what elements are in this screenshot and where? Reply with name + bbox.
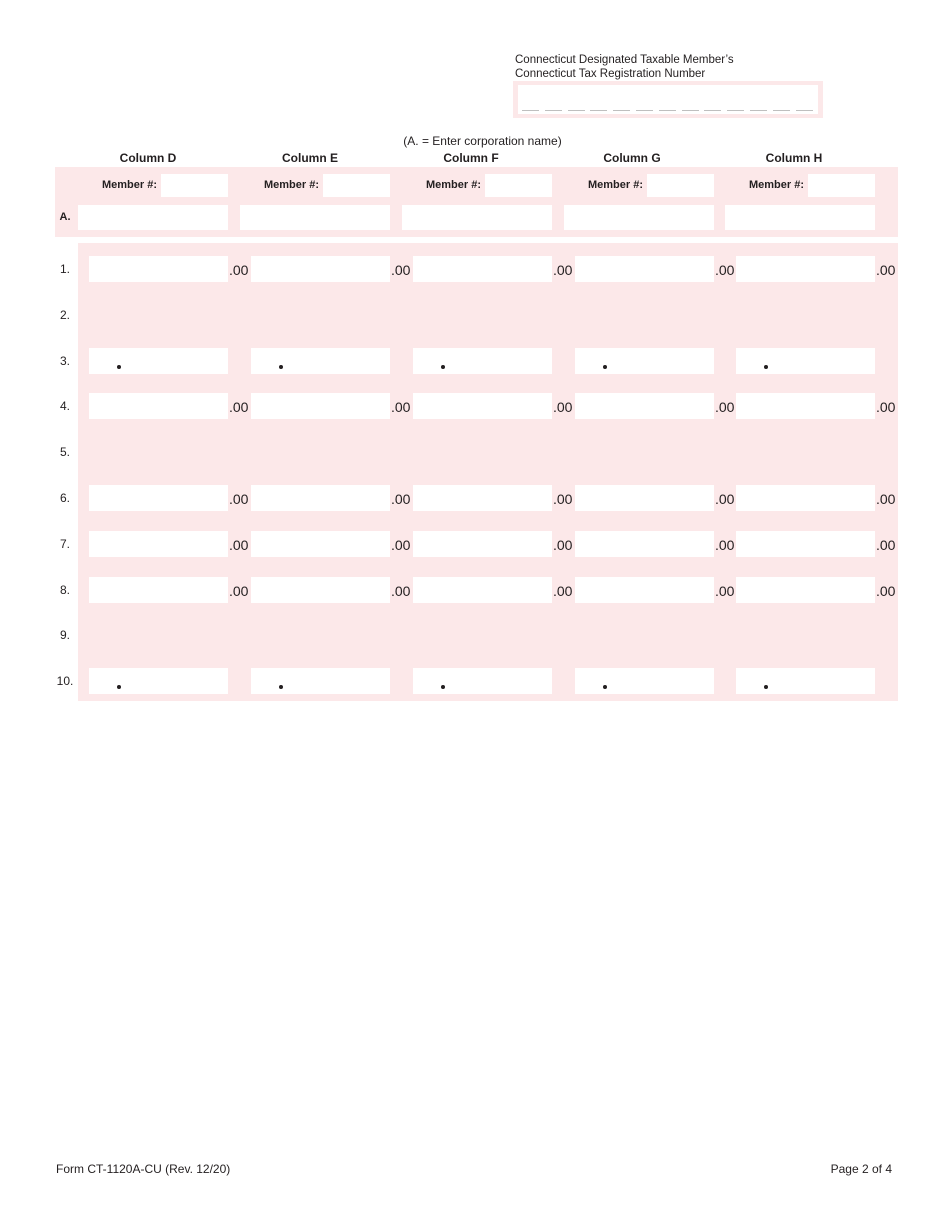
cents-suffix: .00 xyxy=(391,582,411,599)
line-7-input-e[interactable] xyxy=(251,531,390,557)
line-1-input-d[interactable] xyxy=(89,256,228,282)
line-7-input-h[interactable] xyxy=(736,531,875,557)
cents-suffix: .00 xyxy=(715,536,735,553)
form-id: Form CT-1120A-CU (Rev. 12/20) xyxy=(56,1162,231,1176)
line-8-input-f[interactable] xyxy=(413,577,552,603)
registration-digit-guide xyxy=(545,110,562,111)
member-number-label: Member #: xyxy=(748,179,804,191)
member-number-label: Member #: xyxy=(425,179,481,191)
registration-label xyxy=(515,54,734,81)
decimal-point-marker xyxy=(117,365,121,369)
line-number: 10. xyxy=(56,674,74,689)
line-10-input-g[interactable] xyxy=(575,668,714,694)
line-8-input-h[interactable] xyxy=(736,577,875,603)
line-3-input-g[interactable] xyxy=(575,348,714,374)
registration-digit-guide xyxy=(590,110,607,111)
line-number: 5. xyxy=(59,445,70,460)
line-number: 6. xyxy=(59,491,70,505)
cents-suffix: .00 xyxy=(229,582,249,599)
column-header-d: Column D xyxy=(119,151,177,165)
line-4-input-f[interactable] xyxy=(413,393,552,419)
line-3-input-d[interactable] xyxy=(89,348,228,374)
line-3-input-f[interactable] xyxy=(413,348,552,374)
line-8-input-e[interactable] xyxy=(251,577,390,603)
line-10-input-h[interactable] xyxy=(736,668,875,694)
registration-digit-guide xyxy=(773,110,790,111)
member-number-input-g[interactable] xyxy=(647,174,714,197)
line-6-input-d[interactable] xyxy=(89,485,228,511)
cents-suffix: .00 xyxy=(391,262,411,278)
registration-label-line2: Connecticut Tax Registration Number xyxy=(515,67,706,80)
registration-digit-guide xyxy=(636,110,653,111)
registration-digit-guide xyxy=(613,110,630,111)
cents-suffix: .00 xyxy=(876,491,896,507)
line-6-input-f[interactable] xyxy=(413,485,552,511)
line-3-input-h[interactable] xyxy=(736,348,875,374)
cents-suffix: .00 xyxy=(229,262,249,278)
decimal-point-marker xyxy=(603,365,607,369)
page-number: Page 2 of 4 xyxy=(830,1162,892,1176)
member-number-label: Member #: xyxy=(587,179,643,191)
corporation-name-input-h[interactable] xyxy=(725,205,875,230)
line-4-input-e[interactable] xyxy=(251,393,390,419)
line-10-input-e[interactable] xyxy=(251,668,390,694)
line-6-input-e[interactable] xyxy=(251,485,390,511)
member-number-input-d[interactable] xyxy=(161,174,228,197)
line-number: 7. xyxy=(59,536,70,551)
corporation-name-input-d[interactable] xyxy=(78,205,228,230)
line-1-input-e[interactable] xyxy=(251,256,390,282)
corporation-name-input-f[interactable] xyxy=(402,205,552,230)
member-number-input-h[interactable] xyxy=(808,174,875,197)
column-header-g: Column G xyxy=(603,151,661,165)
cents-suffix: .00 xyxy=(229,536,249,553)
cents-suffix: .00 xyxy=(553,262,573,278)
cents-suffix: .00 xyxy=(876,262,896,278)
line-number: 8. xyxy=(59,582,70,597)
registration-digit-guide xyxy=(568,110,585,111)
member-number-input-e[interactable] xyxy=(323,174,390,197)
decimal-point-marker xyxy=(441,365,445,369)
cents-suffix: .00 xyxy=(715,491,735,507)
registration-digit-guide xyxy=(727,110,744,111)
line-number: 2. xyxy=(59,307,70,322)
member-number-label: Member #: xyxy=(101,179,157,191)
line-1-input-h[interactable] xyxy=(736,256,875,282)
cents-suffix: .00 xyxy=(715,582,735,599)
registration-digit-guide xyxy=(750,110,767,111)
cents-suffix: .00 xyxy=(391,399,411,416)
line-1-input-g[interactable] xyxy=(575,256,714,282)
registration-digit-guide xyxy=(522,110,539,111)
lines-band xyxy=(78,243,898,701)
line-4-input-g[interactable] xyxy=(575,393,714,419)
line-4-input-h[interactable] xyxy=(736,393,875,419)
cents-suffix: .00 xyxy=(391,491,411,507)
column-header-h: Column H xyxy=(765,151,823,165)
line-7-input-g[interactable] xyxy=(575,531,714,557)
registration-digit-guide xyxy=(796,110,813,111)
line-8-input-g[interactable] xyxy=(575,577,714,603)
line-4-input-d[interactable] xyxy=(89,393,228,419)
line-10-input-d[interactable] xyxy=(89,668,228,694)
decimal-point-marker xyxy=(764,365,768,369)
column-header-f: Column F xyxy=(443,151,499,165)
cents-suffix: .00 xyxy=(229,399,249,416)
cents-suffix: .00 xyxy=(715,399,735,416)
line-1-input-f[interactable] xyxy=(413,256,552,282)
member-number-label: Member #: xyxy=(263,179,319,191)
registration-digit-guide xyxy=(704,110,721,111)
line-3-input-e[interactable] xyxy=(251,348,390,374)
line-number: 4. xyxy=(59,399,70,414)
corporation-name-input-e[interactable] xyxy=(240,205,390,230)
line-8-input-d[interactable] xyxy=(89,577,228,603)
decimal-point-marker xyxy=(279,365,283,369)
cents-suffix: .00 xyxy=(553,491,573,507)
line-10-input-f[interactable] xyxy=(413,668,552,694)
cents-suffix: .00 xyxy=(553,536,573,553)
cents-suffix: .00 xyxy=(553,399,573,416)
registration-digit-guide xyxy=(682,110,699,111)
row-a-label: A. xyxy=(59,211,71,223)
cents-suffix: .00 xyxy=(876,582,896,599)
registration-label-line1: Connecticut Designated Taxable Member’s xyxy=(515,54,734,66)
cents-suffix: .00 xyxy=(876,399,896,416)
line-7-input-d[interactable] xyxy=(89,531,228,557)
cents-suffix: .00 xyxy=(391,536,411,553)
cents-suffix: .00 xyxy=(715,262,735,278)
line-number: 9. xyxy=(59,628,70,643)
corporation-name-note: (A. = Enter corporation name) xyxy=(403,134,562,148)
cents-suffix: .00 xyxy=(876,536,896,553)
line-7-input-f[interactable] xyxy=(413,531,552,557)
cents-suffix: .00 xyxy=(229,491,249,507)
column-header-e: Column E xyxy=(282,151,338,165)
cents-suffix: .00 xyxy=(553,582,573,599)
registration-digit-guide xyxy=(659,110,676,111)
line-number: 3. xyxy=(59,353,70,368)
corporation-name-input-g[interactable] xyxy=(564,205,714,230)
line-6-input-g[interactable] xyxy=(575,485,714,511)
line-6-input-h[interactable] xyxy=(736,485,875,511)
member-number-input-f[interactable] xyxy=(485,174,552,197)
line-number: 1. xyxy=(59,262,70,276)
